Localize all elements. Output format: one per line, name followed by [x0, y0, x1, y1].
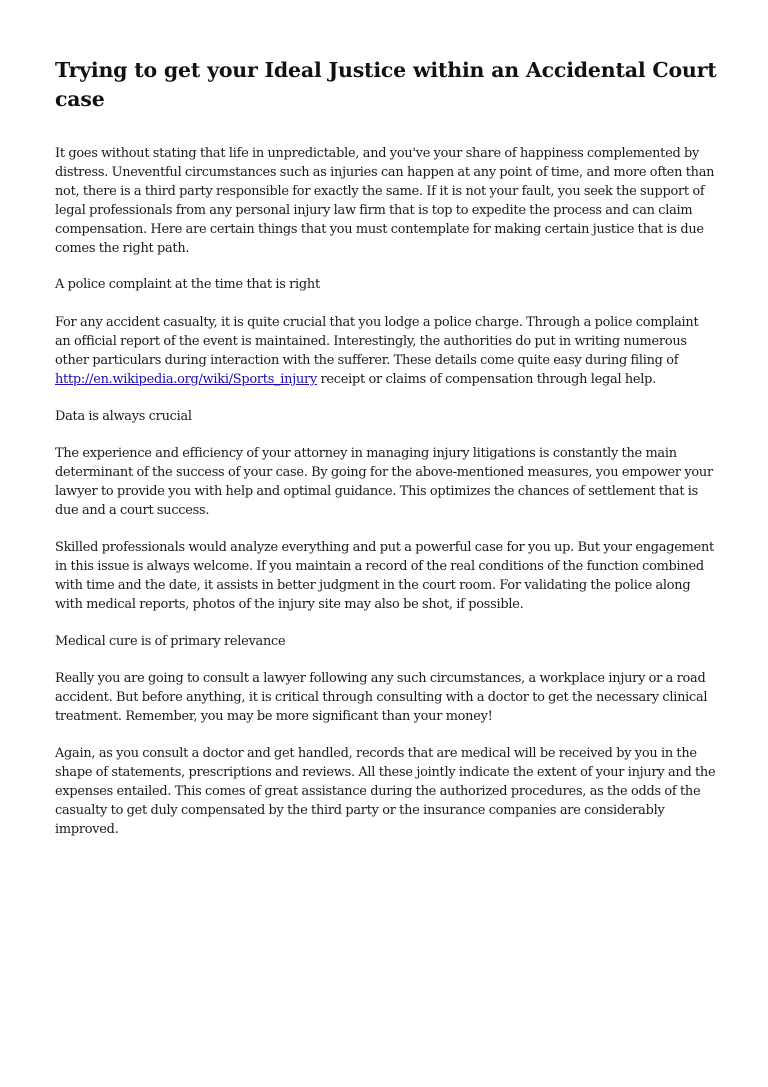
paragraph-skilled-professionals: Skilled professionals would analyze everything and put a powerful case for you up. But your engagement in this issue is always welcome. If you maintain a record of the real conditions of the function combined with time and the date, it assists in better judgment in the court room. For validating the police along with medical reports, photos of the injury site may also be shot, if possible. — [55, 540, 714, 612]
paragraph-intro: It goes without stating that life in unpredictable, and you've your share of happiness complemented by distress. Uneventful circumstances such as injuries can happen at any point of time, and more often than not, there is a third party responsible for exactly the same. If it is not your fault, you seek the support of legal professionals from any personal injury law firm that is top to expedite the process and can claim compensation. Here are certain things that you must contemplate for making certain justice that is due comes the right path. — [55, 146, 715, 256]
paragraph-text: receipt or claims of compensation through legal help. — [316, 371, 657, 387]
paragraph-attorney-experience: The experience and efficiency of your attorney in managing injury litigations is constantly the main determinant of the success of your case. By going for the above-mentioned measures, you empower your lawyer to provide you with help and optimal guidance. This optimizes the chances of settlement that is due and a court success. — [55, 446, 713, 519]
section-heading-medical-cure: Medical cure is of primary relevance — [55, 633, 286, 649]
wikipedia-sports-injury-link[interactable]: http://en.wikipedia.org/wiki/Sports_injury — [55, 371, 317, 387]
section-heading-data: Data is always crucial — [55, 408, 192, 424]
paragraph-text: For any accident casualty, it is quite crucial that you lodge a police charge. Through a police complaint an official report of the event is maintained. Interestingly, the authorities do put in writing numerous other particulars during interaction with the sufferer. These details come quite easy during filing of — [55, 315, 699, 368]
document-body — [55, 145, 717, 840]
paragraph-police-complaint — [55, 314, 717, 390]
section-heading-police-complaint: A police complaint at the time that is right — [55, 277, 320, 293]
paragraph-medical-records: Again, as you consult a doctor and get handled, records that are medical will be received by you in the shape of statements, prescriptions and reviews. All these jointly indicate the extent of your injury and the expenses entailed. This comes of great assistance during the authorized procedures, as the odds of the casualty to get duly compensated by the third party or the insurance companies are considerably improved. — [55, 746, 716, 837]
paragraph-consult-lawyer: Really you are going to consult a lawyer following any such circumstances, a workplace injury or a road accident. But before anything, it is critical through consulting with a doctor to get the necessary clinical treatment. Remember, you may be more significant than your money! — [55, 671, 708, 725]
document-title: Trying to get your Ideal Justice within an Accidental Court case — [55, 58, 717, 111]
document-page — [55, 56, 717, 858]
